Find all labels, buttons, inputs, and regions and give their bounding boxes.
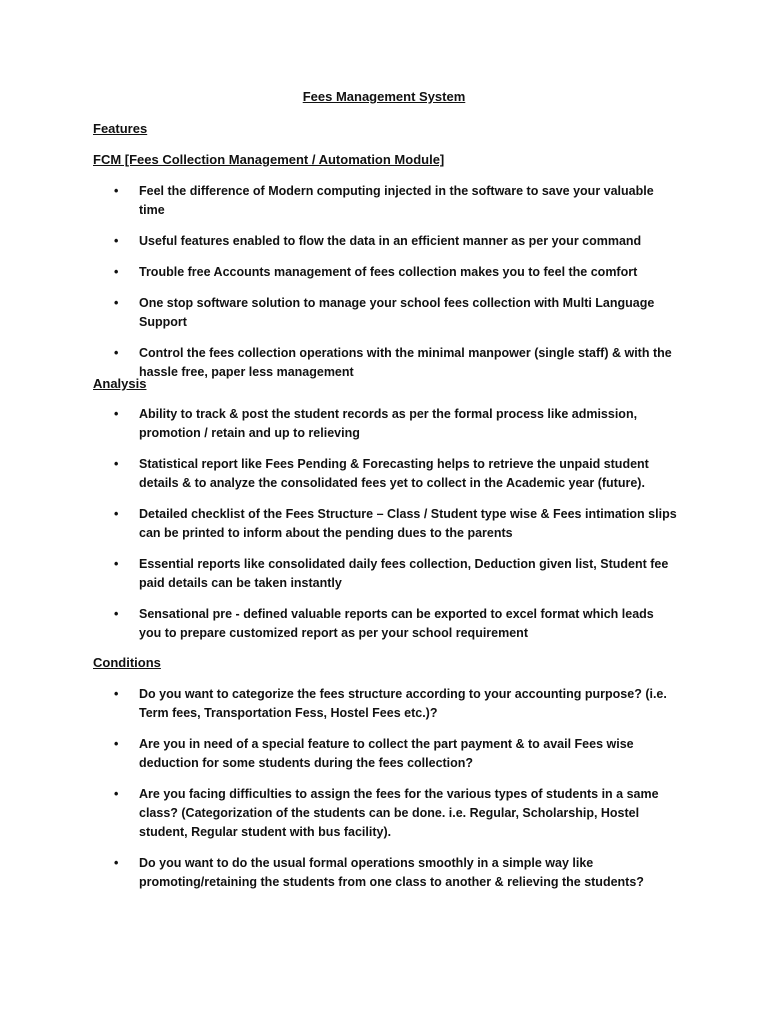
document-title: Fees Management System (302, 89, 466, 104)
list-item: • Ability to track & post the student records as per the formal process like admission, promotion / retain and up to relieving (114, 407, 638, 440)
bullet-icon: • (114, 407, 119, 421)
list-item: • Are you in need of a special feature to collect the part payment & to avail Fees wise deduction for some students during the fees collection? (114, 737, 634, 770)
section-heading-features: Features (93, 121, 148, 136)
list-item: • Feel the difference of Modern computing injected in the software to save your valuable time (114, 184, 654, 217)
bullet-icon: • (114, 787, 119, 801)
list-item: • Control the fees collection operations with the minimal manpower (single staff) & with the hassle free, paper less management (114, 346, 672, 379)
bullet-icon: • (114, 457, 119, 471)
bullet-icon: • (114, 265, 119, 279)
section-heading-analysis: Analysis (93, 376, 147, 391)
bullet-icon: • (114, 856, 119, 870)
list-item: • Do you want to categorize the fees structure according to your accounting purpose? (i.e. Term fees, Transportation Fess, Hostel Fees etc.)? (114, 687, 667, 720)
list-item: • Sensational pre - defined valuable reports can be exported to excel format which leads you to prepare customized report as per your school requirement (114, 607, 654, 640)
list-item: • One stop software solution to manage your school fees collection with Multi Language Support (114, 296, 655, 329)
bullet-icon: • (114, 737, 119, 751)
list-item: • Useful features enabled to flow the data in an efficient manner as per your command (0, 232, 679, 251)
bullet-icon: • (114, 557, 119, 571)
list-item: • Statistical report like Fees Pending & Forecasting helps to retrieve the unpaid student details & to analyze the consolidated fees yet to collect in the Academic year (future). (114, 457, 649, 490)
analysis-list (0, 405, 768, 655)
list-item: • Detailed checklist of the Fees Structure – Class / Student type wise & Fees intimation slips can be printed to inform about the pending dues to the parents (114, 507, 677, 540)
section-subheading-fcm: FCM [Fees Collection Management / Automation Module] (93, 152, 445, 167)
bullet-icon: • (114, 296, 119, 310)
conditions-list (0, 685, 768, 904)
bullet-icon: • (114, 234, 119, 248)
list-item: • Trouble free Accounts management of fees collection makes you to feel the comfort (0, 263, 679, 282)
bullet-icon: • (114, 346, 119, 360)
section-heading-conditions: Conditions (93, 655, 161, 670)
features-list (0, 182, 768, 394)
bullet-icon: • (114, 607, 119, 621)
bullet-icon: • (114, 507, 119, 521)
list-item: • Are you facing difficulties to assign the fees for the various types of students in a same class? (Categorization of the students can be done. i.e. Regular, Scholarship, Hostel student, Regular student with bus facility). (114, 787, 659, 839)
list-item: • Do you want to do the usual formal operations smoothly in a simple way like promoting/retaining the students from one class to another & relieving the students? (114, 856, 644, 889)
bullet-icon: • (114, 184, 119, 198)
bullet-icon: • (114, 687, 119, 701)
list-item: • Essential reports like consolidated daily fees collection, Deduction given list, Student fee paid details can be taken instantly (114, 557, 669, 590)
